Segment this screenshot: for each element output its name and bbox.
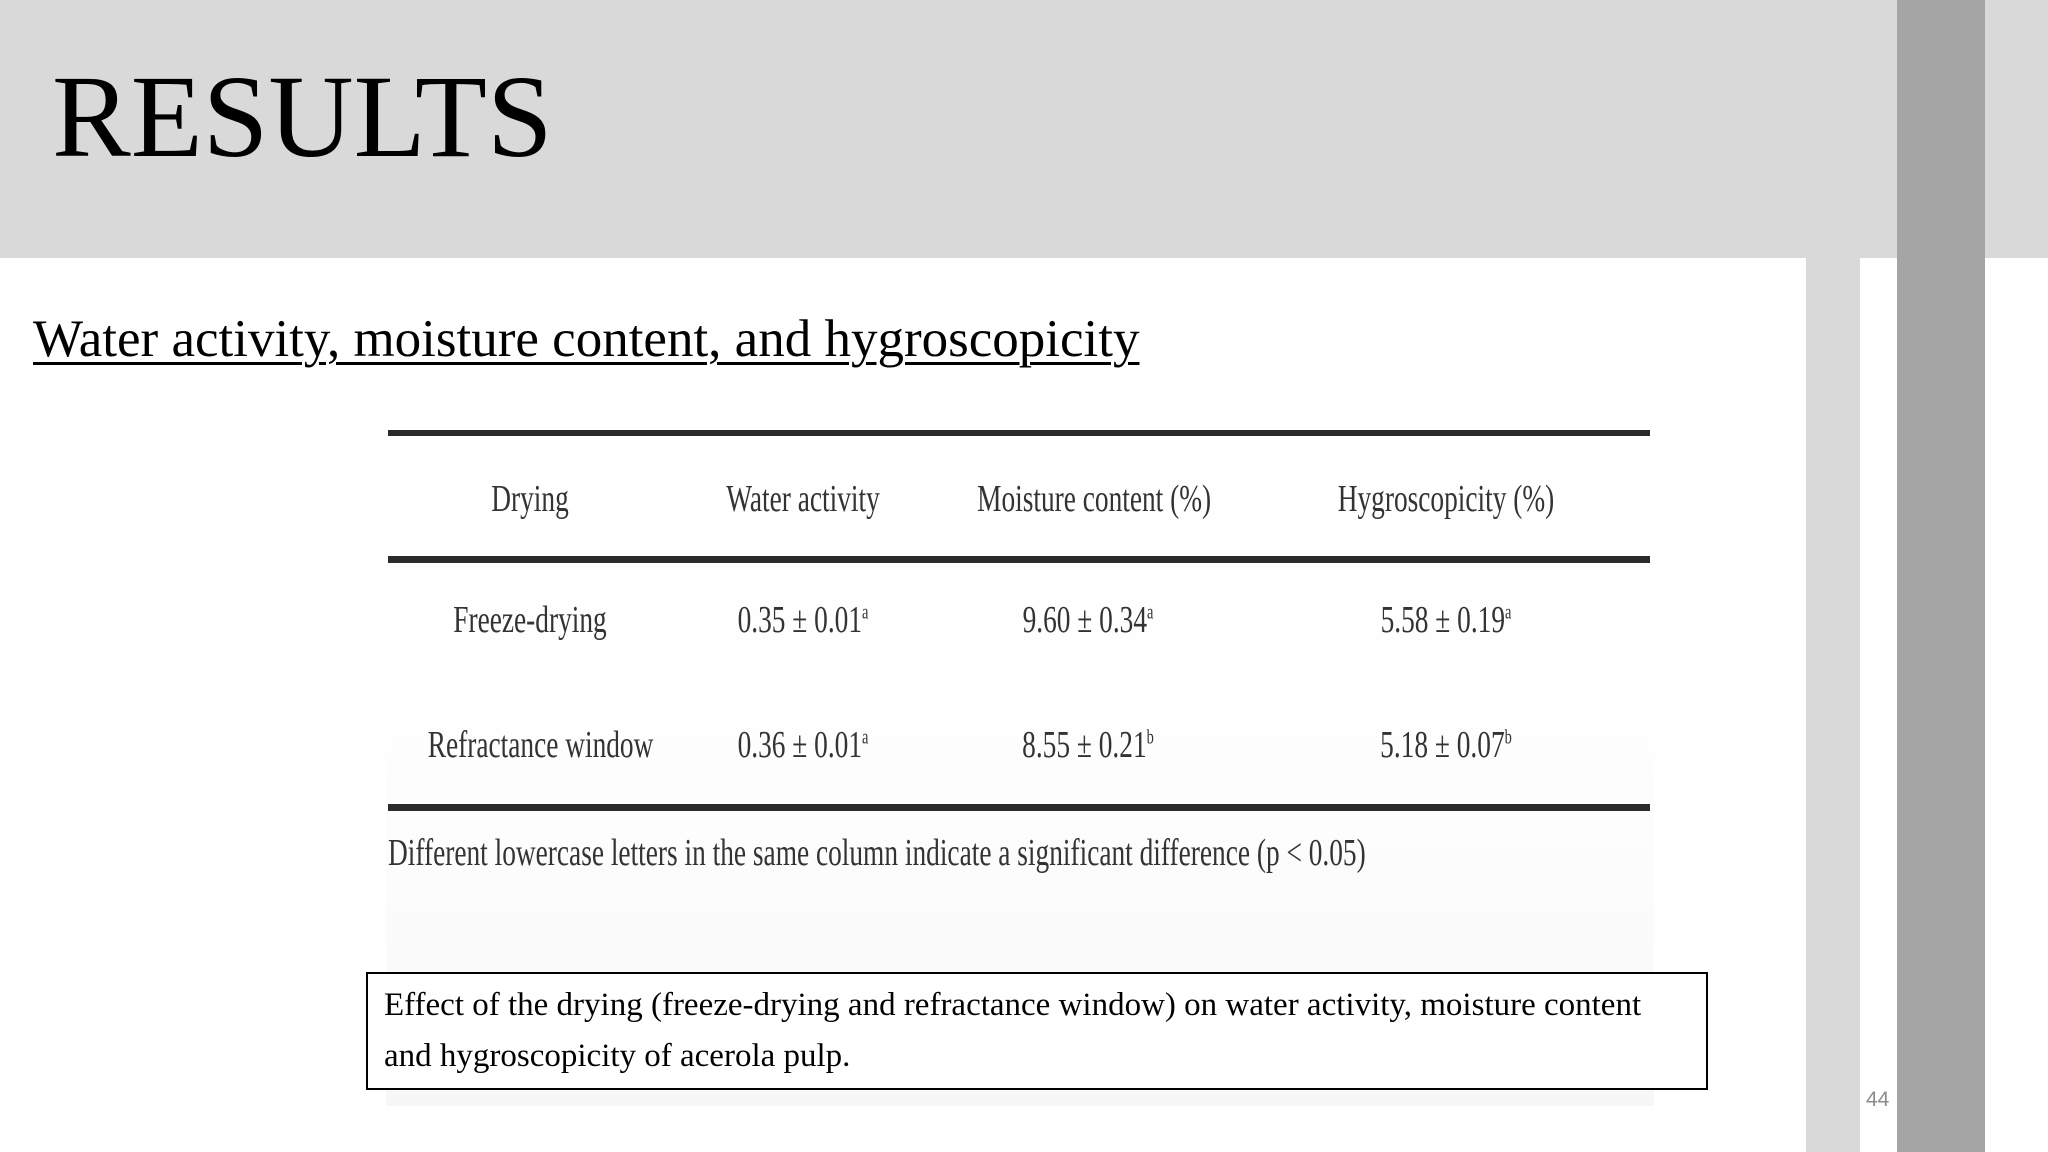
row-freeze-drying-hygroscopicity [1299, 597, 1593, 643]
table-bottom-rule [388, 804, 1650, 811]
header-moisture-content: Moisture content (%) [977, 478, 1212, 520]
row-freeze-drying-method: Freeze-drying [453, 599, 607, 641]
header-drying: Drying [491, 478, 569, 520]
cell-value: 5.58 ± 0.19 [1380, 599, 1506, 641]
row-freeze-drying-moisture-content [977, 597, 1199, 643]
cell-value: 9.60 ± 0.34 [1022, 599, 1148, 641]
cell-value: 8.55 ± 0.21 [1022, 724, 1147, 766]
header-water-activity: Water activity [726, 478, 880, 520]
row-refractance-window-method: Refractance window [427, 724, 654, 766]
row-refractance-window-hygroscopicity [1299, 722, 1593, 768]
table-top-rule [388, 430, 1650, 436]
table-header-rule [388, 556, 1650, 563]
row-refractance-window-water-activity [709, 722, 898, 768]
cell-value: 5.18 ± 0.07 [1380, 724, 1505, 766]
cell-superscript: a [862, 601, 869, 624]
cell-value: 0.35 ± 0.01 [737, 599, 863, 641]
table-caption-box [366, 972, 1708, 1090]
slide-title: RESULTS [52, 51, 553, 182]
cell-superscript: b [1146, 726, 1154, 749]
table-footnote: Different lowercase letters in the same column indicate a significant difference (p < 0.05) [388, 832, 1366, 874]
cell-superscript: a [1505, 601, 1512, 624]
decorative-stripe-dark [1897, 0, 1985, 1152]
cell-superscript: a [1147, 601, 1154, 624]
decorative-stripe-light [1806, 258, 1860, 1152]
cell-superscript: b [1504, 726, 1512, 749]
cell-superscript: a [862, 726, 869, 749]
table-caption: Effect of the drying (freeze-drying and refractance window) on water activity, moisture content and hygroscopicity of acerola pulp. [384, 987, 1642, 1074]
slide-number: 44 [1866, 1088, 1890, 1111]
header-hygroscopicity: Hygroscopicity (%) [1337, 478, 1555, 520]
row-refractance-window-moisture-content [977, 722, 1199, 768]
row-freeze-drying-water-activity [709, 597, 898, 643]
section-subtitle: Water activity, moisture content, and hygroscopicity [33, 310, 1140, 368]
cell-value: 0.36 ± 0.01 [737, 724, 863, 766]
